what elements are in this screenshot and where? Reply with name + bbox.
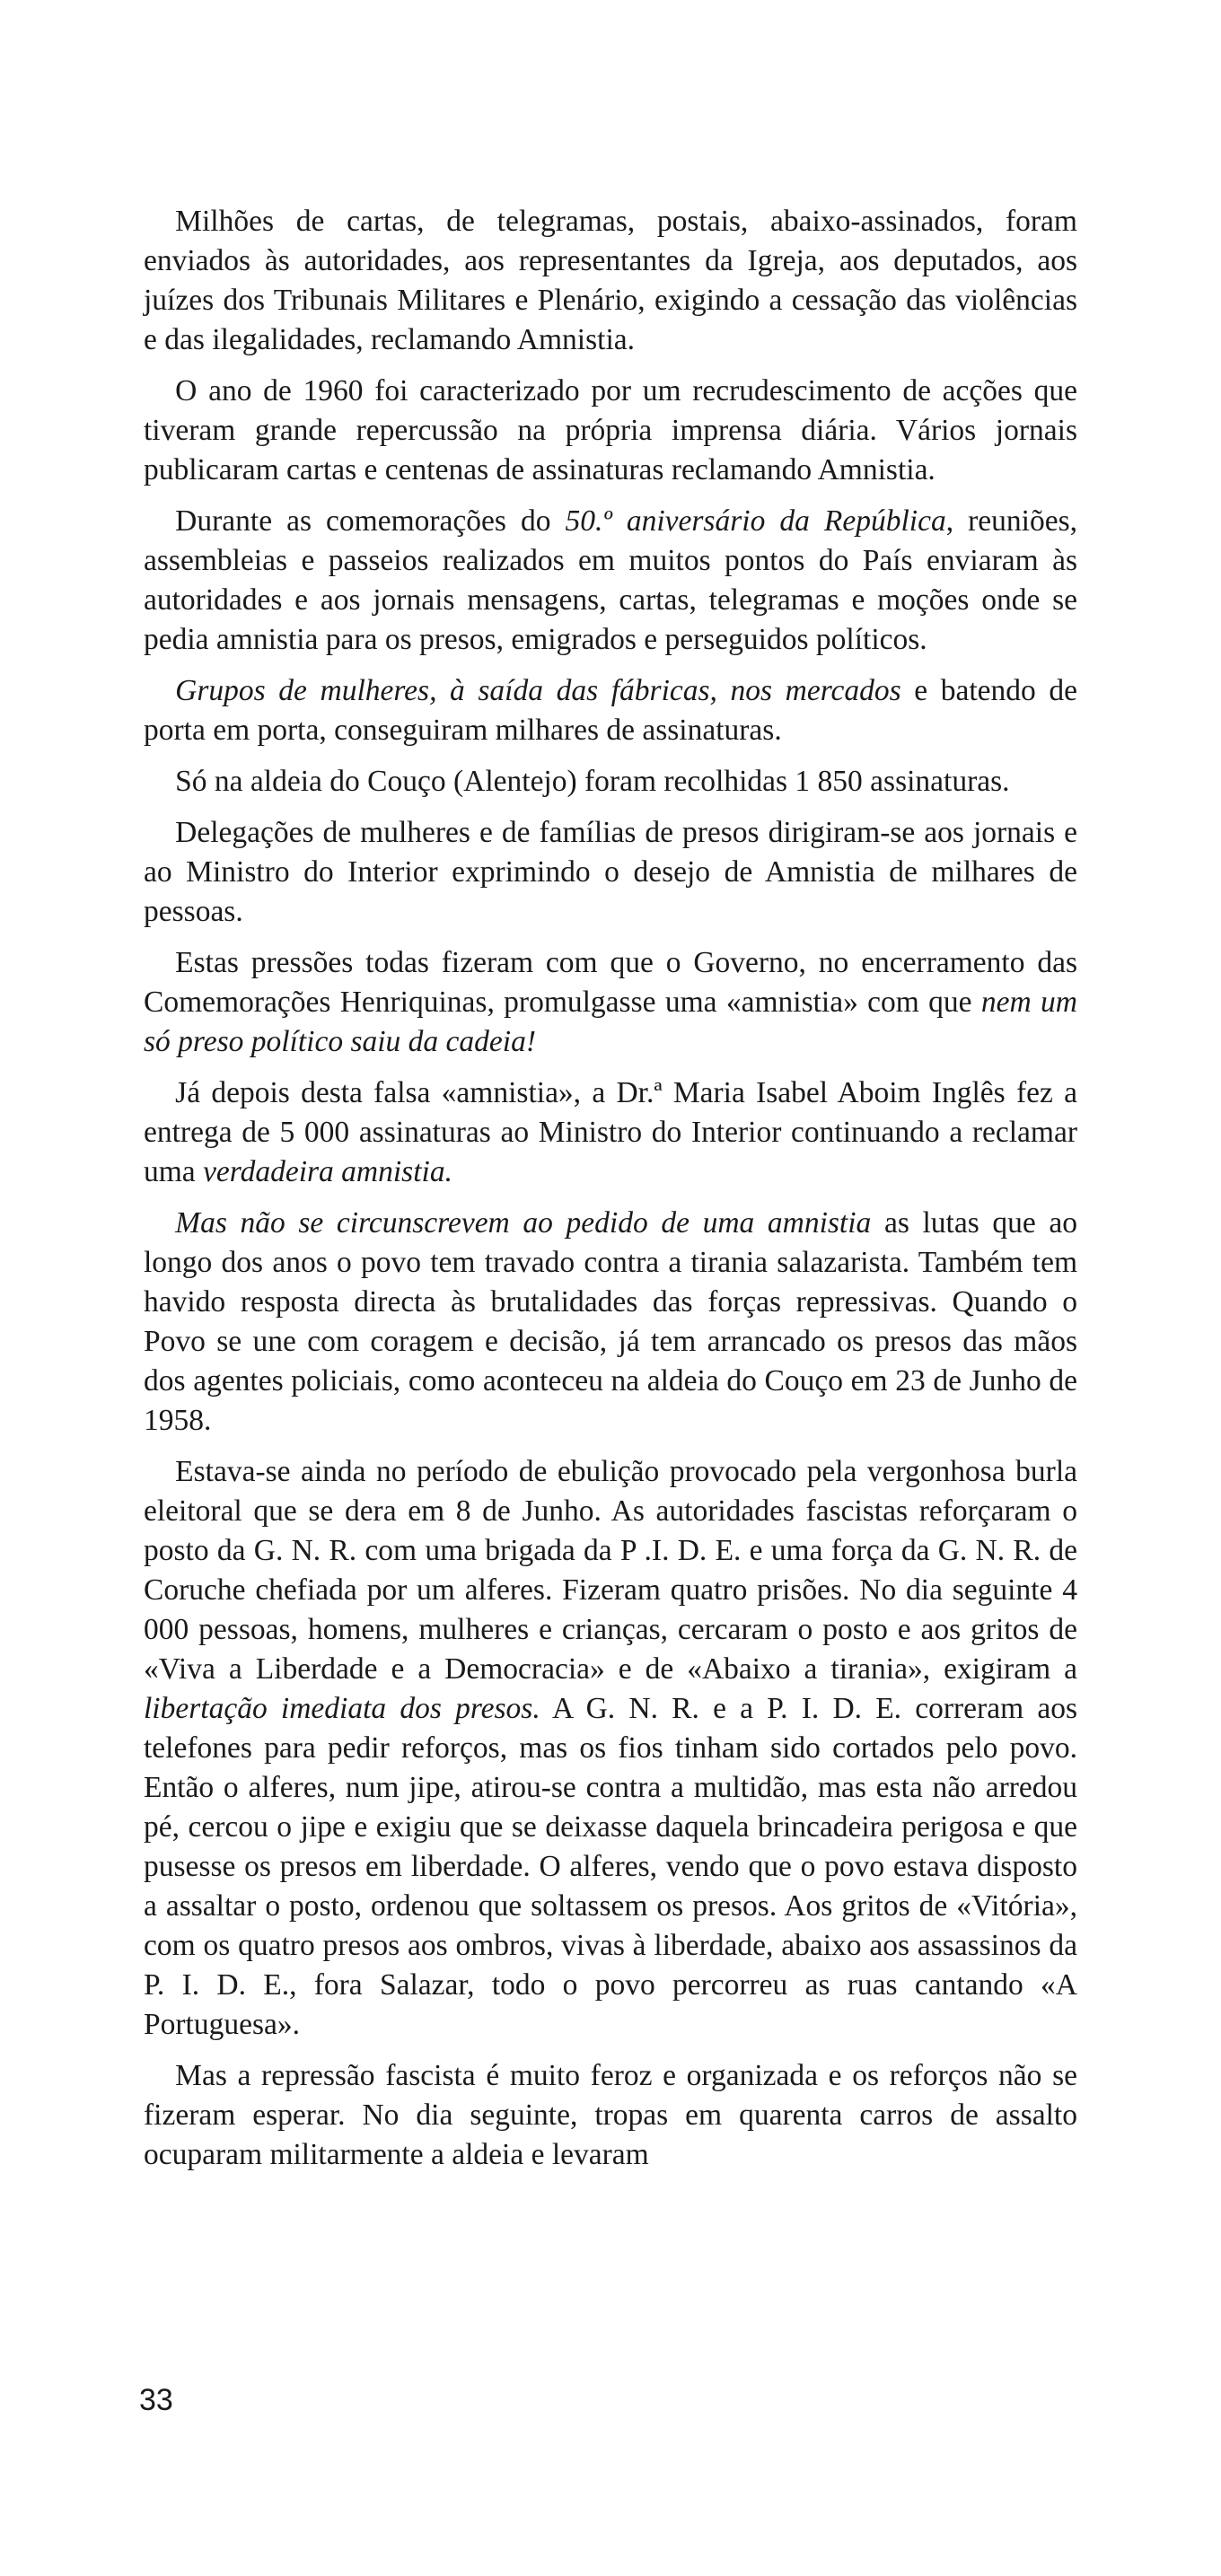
paragraph-10-text-b: A G. N. R. e a P. I. D. E. correram aos telefones para pedir reforços, mas os fios tinham sido cortados pelo povo. Então o alferes, num jipe, atirou-se contra a multidão, mas esta não arredou pé, cercou o jipe e exigiu que se deixasse daquela brincadeira perigosa e que pusesse os presos em liberdade. O alferes, vendo que o povo estava disposto a assaltar o posto, ordenou que soltassem os presos. Aos gritos de «Vitória», com os quatro presos aos ombros, vivas à liberdade, abaixo aos assassinos da P. I. D. E., fora Salazar, todo o povo percorreu as ruas cantando «A Portuguesa».	[144, 1692, 1077, 2041]
paragraph-7-text: Estas pressões todas fizeram com que o Governo, no encerramento das Comemorações Henriquinas, promulgasse uma «amnistia» com que	[144, 946, 1077, 1019]
paragraph-10	[144, 1452, 1077, 2045]
paragraph-6-text: Delegações de mulheres e de famílias de presos dirigiram-se aos jornais e ao Ministro do Interior exprimindo o desejo de Amnistia de milhares de pessoas.	[144, 816, 1077, 928]
paragraph-3-text-a: Durante as comemorações do	[175, 504, 566, 538]
paragraph-4-italic: Grupos de mulheres, à saída das fábricas, nos mercados	[175, 674, 901, 707]
paragraph-4	[144, 671, 1077, 750]
paragraph-2	[144, 372, 1077, 490]
paragraph-10-text-a: Estava-se ainda no período de ebulição provocado pela vergonhosa burla eleitoral que se dera em 8 de Junho. As autoridades fascistas reforçaram o posto da G. N. R. com uma brigada da P .I. D. E. e uma força da G. N. R. de Coruche chefiada por um alferes. Fizeram quatro prisões. No dia seguinte 4 000 pessoas, homens, mulheres e crianças, cercaram o posto e aos gritos de «Viva a Liberdade e a Democracia» e de «Abaixo a tirania», exigiram a	[144, 1455, 1077, 1686]
paragraph-3-text-b: , reuniões, assembleias e passeios realizados em muitos pontos do País enviaram às autoridades e aos jornais mensagens, cartas, telegramas e moções onde se pedia amnistia para os presos, emigrados e perseguidos políticos.	[144, 504, 1077, 656]
paragraph-9-text: as lutas que ao longo dos anos o povo tem travado contra a tirania salazarista. Também tem havido resposta directa às brutalidades das forças repressivas. Quando o Povo se une com coragem e decisão, já tem arrancado os presos das mãos dos agentes policiais, como aconteceu na aldeia do Couço em 23 de Junho de 1958.	[144, 1206, 1078, 1437]
paragraph-7-italic: nem um só preso político saiu da cadeia!	[144, 986, 1077, 1058]
document-page	[144, 202, 1077, 2186]
paragraph-7	[144, 943, 1077, 1062]
paragraph-2-text: O ano de 1960 foi caracterizado por um recrudescimento de acções que tiveram grande repercussão na própria imprensa diária. Vários jornais publicaram cartas e centenas de assinaturas reclamando Amnistia.	[144, 374, 1077, 486]
paragraph-1-text: Milhões de cartas, de telegramas, postais, abaixo-assinados, foram enviados às autoridades, aos representantes da Igreja, aos deputados, aos juízes dos Tribunais Militares e Plenário, exigindo a cessação das violências e das ilegalidades, reclamando Amnistia.	[144, 205, 1077, 356]
paragraph-10-italic: libertação imediata dos presos.	[144, 1692, 540, 1725]
paragraph-3-italic: 50.º aniversário da República	[565, 504, 946, 538]
paragraph-4-text: e batendo de porta em porta, conseguiram milhares de assinaturas.	[144, 674, 1077, 747]
paragraph-11-text: Mas a repressão fascista é muito feroz e organizada e os reforços não se fizeram esperar. No dia seguinte, tropas em quarenta carros de assalto ocuparam militarmente a aldeia e levaram	[144, 2059, 1077, 2171]
paragraph-8-italic: verdadeira amnistia.	[203, 1155, 452, 1188]
paragraph-5-text: Só na aldeia do Couço (Alentejo) foram recolhidas 1 850 assinaturas.	[175, 765, 1010, 798]
page-number: 33	[139, 2383, 173, 2417]
paragraph-3	[144, 502, 1077, 660]
paragraph-8-text: Já depois desta falsa «amnistia», a Dr.ª Maria Isabel Aboim Inglês fez a entrega de 5 000 assinaturas ao Ministro do Interior continuando a reclamar uma	[144, 1076, 1077, 1188]
paragraph-5	[144, 762, 1077, 802]
paragraph-11	[144, 2056, 1077, 2175]
paragraph-1	[144, 202, 1077, 360]
paragraph-6	[144, 813, 1077, 932]
paragraph-8	[144, 1073, 1077, 1192]
paragraph-9-italic: Mas não se circunscrevem ao pedido de uma amnistia	[175, 1206, 872, 1240]
paragraph-9	[144, 1204, 1077, 1441]
